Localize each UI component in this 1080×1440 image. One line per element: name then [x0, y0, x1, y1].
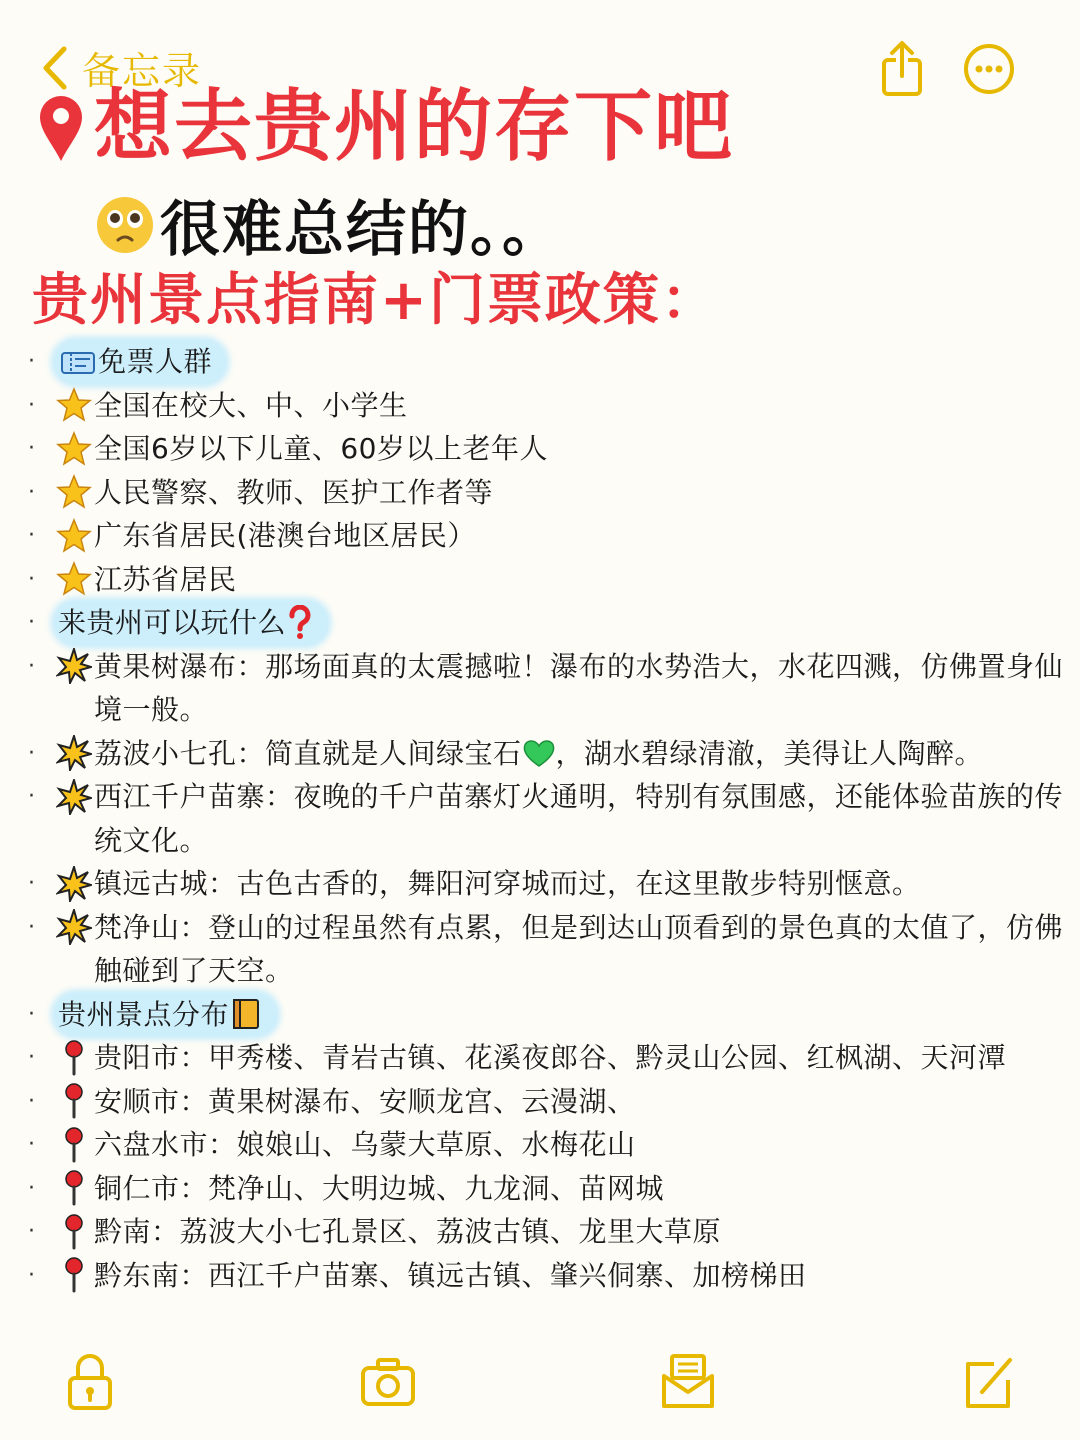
question-icon — [286, 605, 314, 641]
list-item — [28, 514, 1070, 558]
share-icon[interactable] — [872, 38, 932, 98]
bullet: · — [28, 436, 35, 461]
list-item — [28, 775, 1070, 862]
item-text: 六盘水市：娘娘山、乌蒙大草原、水梅花山 — [94, 1128, 636, 1161]
list-item — [28, 1254, 1070, 1298]
item-text-after: ，湖水碧绿清澈，美得让人陶醉。 — [555, 736, 984, 770]
bullet: · — [28, 1001, 35, 1027]
pin-icon — [54, 1036, 94, 1079]
sparkle-icon — [54, 732, 94, 775]
list-item — [28, 732, 1070, 776]
bullet: · — [28, 871, 35, 896]
sparkle-icon — [54, 645, 94, 688]
item-text: 全国在校大、中、小学生 — [94, 388, 408, 422]
item-text: 梵净山：登山的过程虽然有点累，但是到达山顶看到的景色真的太值了，仿佛触碰到了天空。 — [94, 910, 1064, 987]
star-icon — [54, 471, 94, 514]
note-body[interactable] — [28, 340, 1070, 1297]
bullet: · — [28, 1262, 35, 1288]
item-text: 人民警察、教师、医护工作者等 — [94, 475, 494, 509]
bullet: · — [28, 653, 35, 679]
bottom-toolbar — [0, 1350, 1080, 1430]
item-text: 全国6岁以下儿童、60岁以上老年人 — [94, 432, 548, 465]
sparkle-icon — [54, 906, 94, 949]
pin-icon — [54, 1167, 94, 1210]
category-text: 贵州景点分布 — [58, 997, 230, 1031]
bullet: · — [28, 1088, 35, 1114]
notebook-icon — [229, 997, 263, 1031]
item-text: 黄果树瀑布：那场面真的太震撼啦！瀑布的水势浩大，水花四溅，仿佛置身仙境一般。 — [94, 649, 1064, 726]
list-item — [28, 471, 1070, 515]
bullet: · — [28, 479, 35, 505]
bullet: · — [28, 392, 35, 418]
star-icon — [54, 558, 94, 601]
pleading-face-icon — [94, 194, 156, 256]
item-text: 铜仁市：梵净山、大明边城、九龙洞、苗网城 — [94, 1171, 665, 1205]
bullet: · — [28, 610, 35, 635]
list-item — [28, 427, 1070, 471]
pin-icon — [54, 1210, 94, 1253]
star-icon — [54, 514, 94, 557]
category-label — [54, 340, 226, 384]
bullet: · — [28, 523, 35, 548]
title-text: 想去贵州的存下吧 — [94, 82, 735, 172]
item-text: 广东省居民(港澳台地区居民） — [94, 519, 476, 552]
section-label-row — [28, 340, 1070, 384]
section-label-row — [28, 601, 1070, 645]
green-heart-icon — [522, 738, 556, 768]
item-text: 安顺市：黄果树瀑布、安顺龙宫、云漫湖、 — [94, 1084, 636, 1118]
sparkle-icon — [54, 862, 94, 905]
item-text: 黔南：荔波大小七孔景区、荔波古镇、龙里大草原 — [94, 1215, 722, 1248]
sparkle-icon — [54, 775, 94, 818]
compose-icon[interactable] — [958, 1350, 1018, 1414]
category-text: 来贵州可以玩什么 — [58, 606, 287, 639]
item-text-group — [94, 732, 1070, 776]
item-text: 江苏省居民 — [94, 562, 237, 596]
lock-icon[interactable] — [60, 1350, 120, 1414]
item-text: 贵阳市：甲秀楼、青岩古镇、花溪夜郎谷、黔灵山公园、红枫湖、天河潭 — [94, 1041, 1007, 1074]
item-text: 黔东南：西江千户苗寨、镇远古镇、肇兴侗寨、加榜梯田 — [94, 1258, 807, 1292]
more-icon[interactable] — [962, 42, 1016, 96]
category-label — [54, 601, 328, 645]
bullet: · — [28, 566, 35, 592]
item-text: 荔波小七孔：简直就是人间绿宝石 — [94, 736, 522, 770]
bullet: · — [28, 784, 35, 809]
ticket-icon — [58, 347, 98, 377]
chevron-left-icon — [38, 43, 72, 93]
note-title — [34, 82, 735, 172]
bullet: · — [28, 1219, 35, 1244]
category-text: 免票人群 — [98, 345, 213, 378]
bullet: · — [28, 1175, 35, 1201]
pin-icon — [54, 1080, 94, 1123]
list-item — [28, 1210, 1070, 1254]
bullet: · — [28, 914, 35, 940]
list-item — [28, 862, 1070, 906]
list-item — [28, 1167, 1070, 1211]
item-text: 镇远古城：古色古香的，舞阳河穿城而过，在这里散步特别惬意。 — [94, 867, 921, 900]
section-heading: 贵州景点指南+门票政策： — [32, 268, 719, 333]
category-label — [54, 993, 277, 1037]
item-text: 西江千户苗寨：夜晚的千户苗寨灯火通明，特别有氛围感，还能体验苗族的传统文化。 — [94, 780, 1064, 857]
back-label: 备忘录 — [82, 49, 203, 93]
star-icon — [54, 384, 94, 427]
list-item — [28, 384, 1070, 428]
list-item — [28, 1123, 1070, 1167]
pin-icon — [54, 1123, 94, 1166]
camera-icon[interactable] — [358, 1350, 418, 1414]
mail-icon[interactable] — [658, 1350, 718, 1414]
location-pin-icon — [34, 91, 88, 163]
subtitle-text: 很难总结的。。 — [160, 195, 564, 265]
list-item — [28, 1080, 1070, 1124]
star-icon — [54, 427, 94, 470]
list-item — [28, 1036, 1070, 1080]
list-item — [28, 558, 1070, 602]
section-label-row — [28, 993, 1070, 1037]
list-item — [28, 645, 1070, 732]
list-item — [28, 906, 1070, 993]
bullet: · — [28, 1132, 35, 1157]
bullet: · — [28, 1045, 35, 1070]
pin-icon — [54, 1254, 94, 1297]
bullet: · — [28, 740, 35, 766]
bullet: · — [28, 349, 35, 374]
